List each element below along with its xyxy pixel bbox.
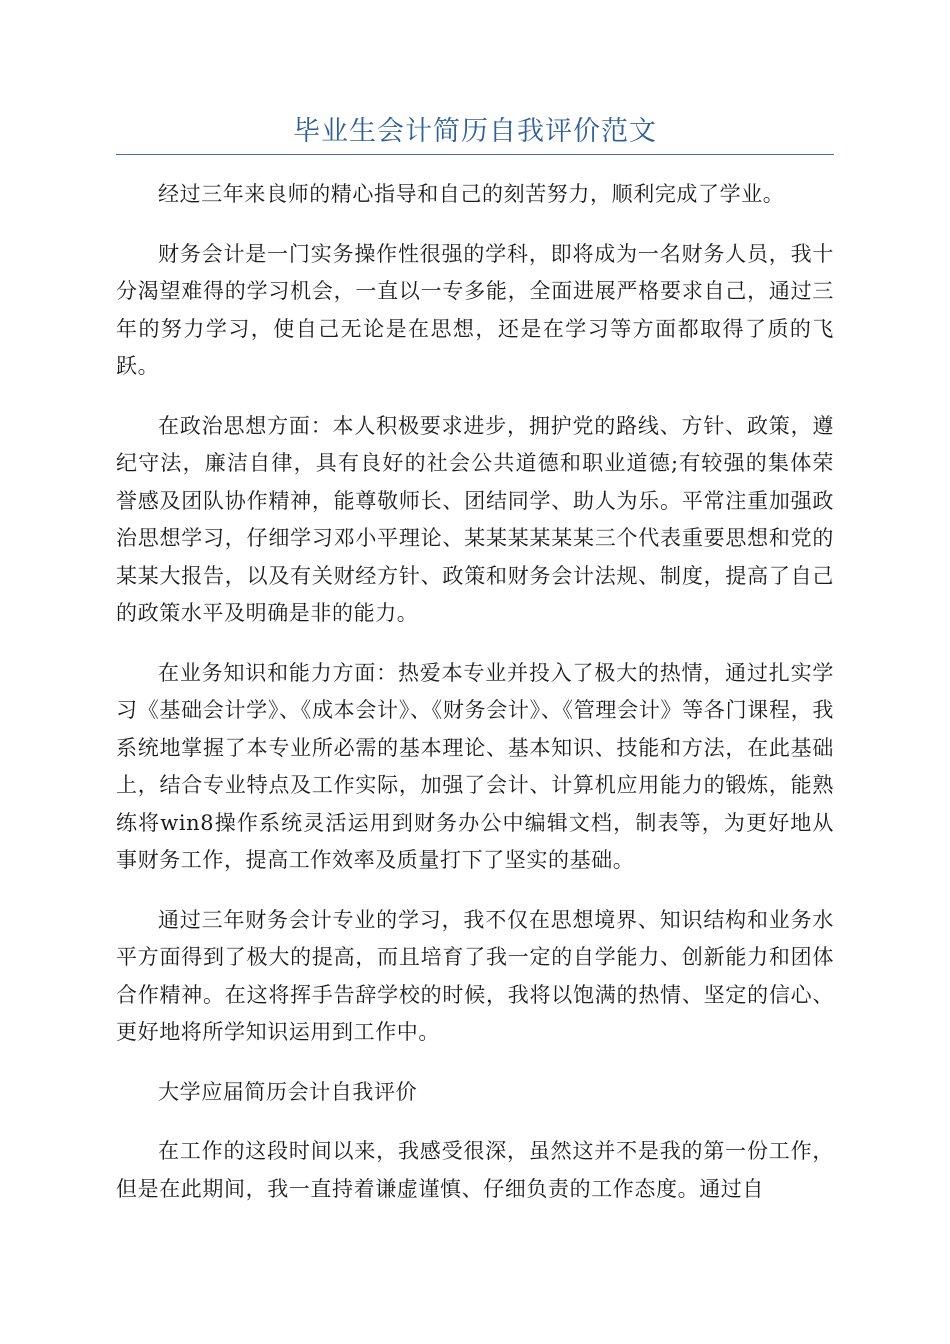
paragraph-summary: 通过三年财务会计专业的学习，我不仅在思想境界、知识结构和业务水平方面得到了极大的提高，而且培育了我一定的自学能力、创新能力和团体合作精神。在这将挥手告辞学校的时候，我将以饱满的热情、坚定的信心、更好地将所学知识运用到工作中。 bbox=[116, 907, 834, 1044]
document-title: 毕业生会计简历自我评价范文 bbox=[293, 116, 657, 147]
paragraph-work-experience: 在工作的这段时间以来，我感受很深，虽然这并不是我的第一份工作，但是在此期间，我一直持着谦虚谨慎、仔细负责的工作态度。通过自 bbox=[116, 1139, 834, 1201]
title-underline bbox=[116, 154, 834, 155]
paragraph-intro: 经过三年来良师的精心指导和自己的刻苦努力，顺利完成了学业。 bbox=[158, 182, 785, 206]
section-heading: 大学应届简历会计自我评价 bbox=[158, 1079, 418, 1104]
document-body bbox=[116, 176, 834, 1230]
paragraph-professional-skills: 在业务知识和能力方面：热爱本专业并投入了极大的热情，通过扎实学习《基础会计学》、《成本会计》、《财务会计》、《管理会计》等各门课程，我系统地掌握了本专业所必需的基本理论、基本知识、技能和方法，在此基础上，结合专业特点及工作实际，加强了会计、计算机应用能力的锻炼，能熟练将win8操作系统灵活运用到财务办公中编辑文档，制表等，为更好地从事财务工作，提高工作效率及质量打下了坚实的基础。 bbox=[116, 660, 834, 872]
paragraph-political-thought: 在政治思想方面：本人积极要求进步，拥护党的路线、方针、政策，遵纪守法，廉洁自律，具有良好的社会公共道德和职业道德;有较强的集体荣誉感及团队协作精神，能尊敬师长、团结同学、助人为乐。平常注重加强政治思想学习，仔细学习邓小平理论、某某某某某某三个代表重要思想和党的某某大报告，以及有关财经方针、政策和财务会计法规、制度，提高了自己的政策水平及明确是非的能力。 bbox=[116, 413, 834, 625]
paragraph-finance-accounting: 财务会计是一门实务操作性很强的学科，即将成为一名财务人员，我十分渴望难得的学习机会，一直以一专多能，全面进展严格要求自己，通过三年的努力学习，使自己无论是在思想，还是在学习等方面都取得了质的飞跃。 bbox=[116, 241, 834, 378]
